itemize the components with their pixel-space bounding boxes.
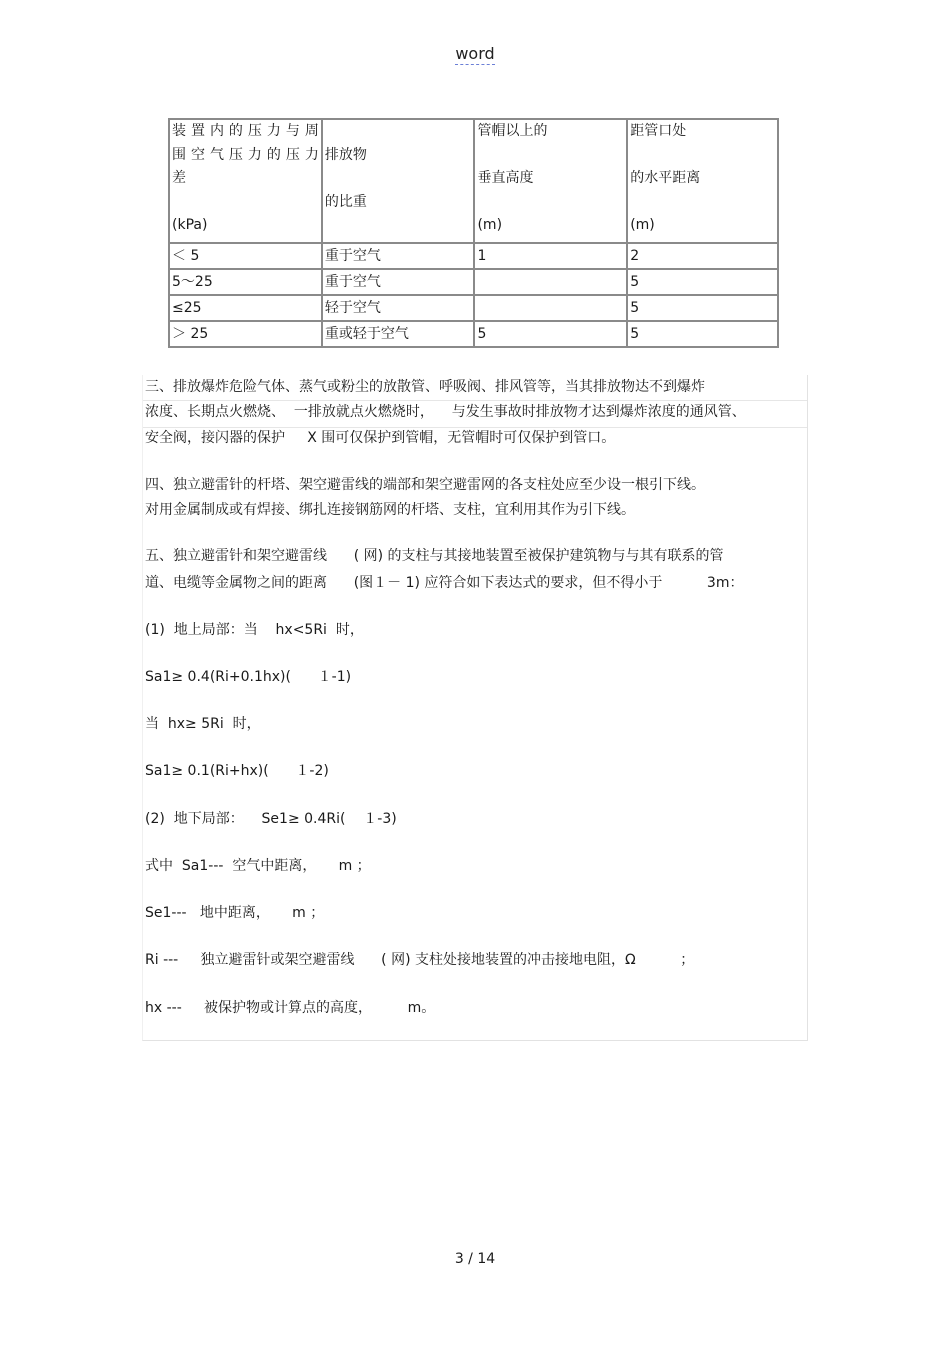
table-cell: ＜ 5 bbox=[169, 243, 322, 269]
table-cell: 重或轻于空气 bbox=[322, 321, 475, 347]
definition-sa1: 式中 Sa1--- 空气中距离， m ； bbox=[145, 858, 371, 874]
paragraph-5-line-1: 五、独立避雷针和架空避雷线 ( 网) 的支柱与其接地装置至被保护建筑物与与其有联系的管 bbox=[145, 548, 724, 564]
definition-hx: hx --- 被保护物或计算点的高度， m。 bbox=[145, 1000, 436, 1016]
formula-1-3: (2) 地下局部： Se1≥ 0.4Ri( １-3) bbox=[145, 811, 397, 827]
definition-ri: Ri --- 独立避雷针或架空避雷线 ( 网) 支柱处接地装置的冲击接地电阻，Ω ； bbox=[145, 952, 695, 968]
table-cell: 5 bbox=[474, 321, 627, 347]
table-cell: 重于空气 bbox=[322, 269, 475, 295]
paragraph-3-line-1: 三、排放爆炸危险气体、蒸气或粉尘的放散管、呼吸阀、排风管等，当其排放物达不到爆炸 bbox=[145, 379, 705, 395]
table-cell: ＞ 25 bbox=[169, 321, 322, 347]
header-cell-vertical-height: 管帽以上的 垂直高度 (m) bbox=[474, 119, 627, 243]
table-cell: 重于空气 bbox=[322, 243, 475, 269]
header-cell-density: 排放物 的比重 bbox=[322, 119, 475, 243]
formula-condition-above: (1) 地上局部：当 hx<5Ri 时， bbox=[145, 622, 364, 638]
formula-condition: 当 hx≥ 5Ri 时， bbox=[145, 716, 261, 732]
table-cell: 1 bbox=[474, 243, 627, 269]
table-cell: 5 bbox=[627, 269, 778, 295]
header-title: word bbox=[455, 44, 495, 63]
table-cell bbox=[474, 295, 627, 321]
table-cell: 5～25 bbox=[169, 269, 322, 295]
table-row bbox=[169, 321, 778, 347]
paragraph-5-line-2: 道、电缆等金属物之间的距离 (图１－ 1) 应符合如下表达式的要求，但不得小于 3m： bbox=[145, 575, 744, 591]
divider bbox=[143, 400, 807, 401]
body-text-block bbox=[142, 375, 808, 1041]
table-cell bbox=[474, 269, 627, 295]
specification-table bbox=[168, 118, 779, 348]
table-cell: 5 bbox=[627, 321, 778, 347]
table-cell: 轻于空气 bbox=[322, 295, 475, 321]
table-header-row bbox=[169, 119, 778, 243]
paragraph-4-line-2: 对用金属制成或有焊接、绑扎连接钢筋网的杆塔、支柱，宜利用其作为引下线。 bbox=[145, 502, 635, 518]
table-row bbox=[169, 269, 778, 295]
table-row bbox=[169, 243, 778, 269]
paragraph-4-line-1: 四、独立避雷针的杆塔、架空避雷线的端部和架空避雷网的各支柱处应至少设一根引下线。 bbox=[145, 477, 705, 493]
definition-se1: Se1--- 地中距离， m ； bbox=[145, 905, 325, 921]
table-cell: 2 bbox=[627, 243, 778, 269]
page-number: 3 / 14 bbox=[454, 1251, 496, 1267]
header-cell-horizontal-distance: 距管口处 的水平距离 (m) bbox=[627, 119, 778, 243]
formula-1-1: Sa1≥ 0.4(Ri+0.1hx)( １-1) bbox=[145, 669, 352, 685]
header-cell-pressure: 装置内的压力与周 围空气压力的压力 差 (kPa) bbox=[169, 119, 322, 243]
document-header bbox=[0, 44, 950, 63]
paragraph-3-line-3: 安全阀，接闪器的保护 X 围可仅保护到管帽，无管帽时可仅保护到管口。 bbox=[145, 430, 616, 446]
formula-1-2: Sa1≥ 0.1(Ri+hx)( １-2) bbox=[145, 763, 329, 779]
table-row bbox=[169, 295, 778, 321]
table-cell: ≤25 bbox=[169, 295, 322, 321]
table-cell: 5 bbox=[627, 295, 778, 321]
paragraph-3-line-2: 浓度、长期点火燃烧、 一排放就点火燃烧时， 与发生事故时排放物才达到爆炸浓度的通风管、 bbox=[145, 404, 746, 420]
